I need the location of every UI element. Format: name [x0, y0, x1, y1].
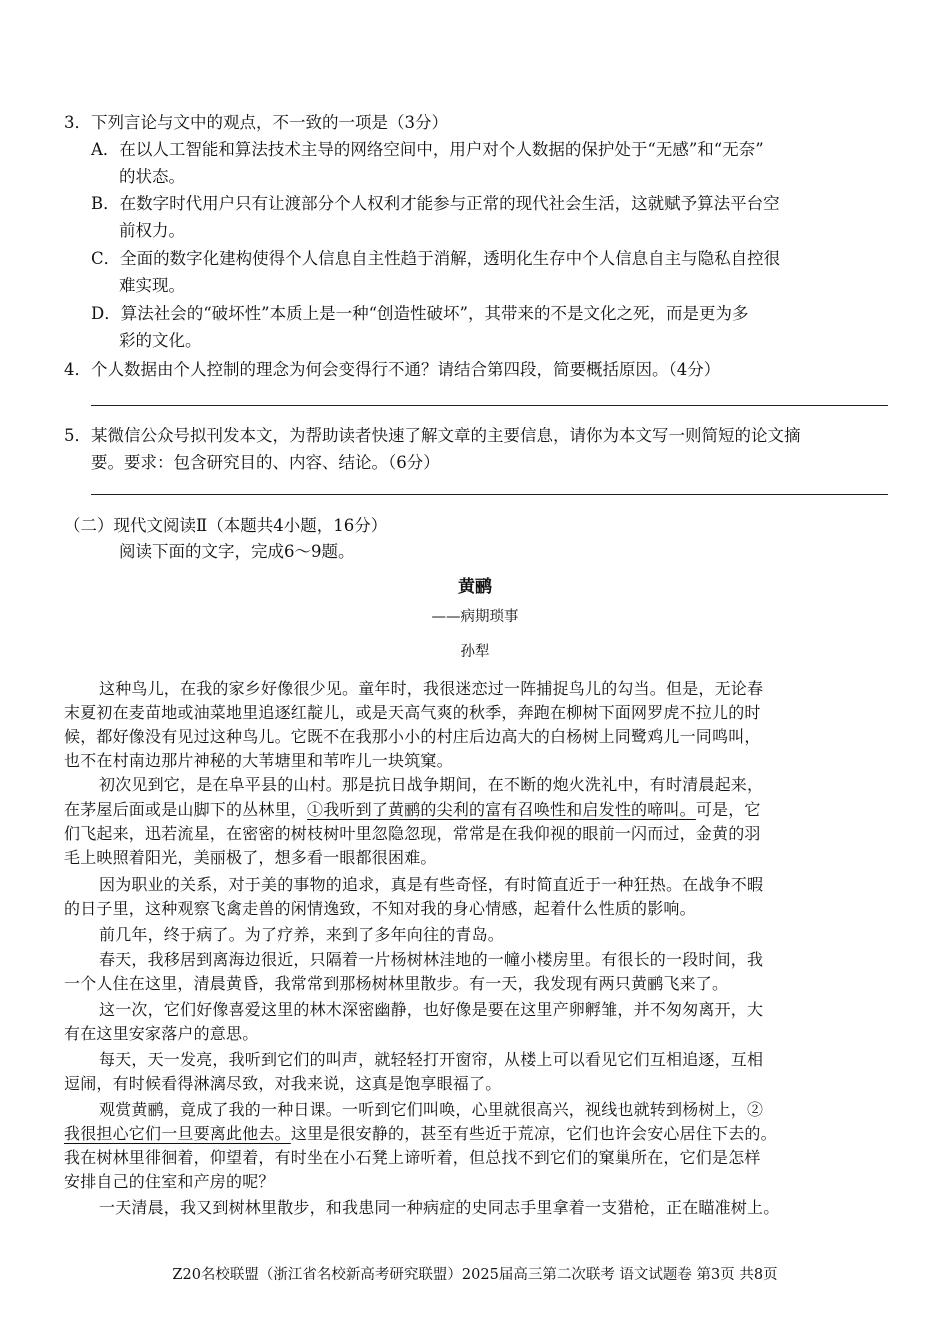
section2-heading: （二）现代文阅读Ⅱ（本题共4小题，16分）: [64, 516, 388, 535]
paragraph-line: 一个人住在这里，清晨黄昏，我常常到那杨树林里散步。有一天，我发现有两只黄鹂飞来了。: [64, 974, 729, 993]
underlined-sentence-1: ①我听到了黄鹂的尖利的富有召唤性和启发性的啼叫。: [307, 800, 696, 819]
q5-stem-line2: 要。要求：包含研究目的、内容、结论。（6分）: [91, 453, 440, 472]
paragraph-line: 观赏黄鹂，竟成了我的一种日课。一听到它们叫唤，心里就很高兴，视线也就转到杨树上，②: [99, 1100, 764, 1119]
q3-option-c-line1: C．全面的数字化建构使得个人信息自主性趋于消解，透明化生存中个人信息自主与隐私自控很: [91, 249, 781, 268]
paragraph-line-segment: 这里是很安静的，甚至有些近于荒凉，它们也许会安心居住下去的。: [290, 1124, 777, 1143]
q3-option-b-line2: 前权力。: [119, 221, 185, 240]
paragraph-line: 因为职业的关系，对于美的事物的追求，真是有些奇怪，有时简直近于一种狂热。在战争不暇: [99, 875, 764, 894]
q5-answer-line[interactable]: [91, 494, 888, 495]
q3-option-d-line1: D．算法社会的“破坏性”本质上是一种“创造性破坏”，其带来的不是文化之死，而是更为多: [91, 304, 749, 323]
paragraph-line: 安排自己的住室和产房的呢？: [64, 1172, 275, 1191]
paragraph-line: 初次见到它，是在阜平县的山村。那是抗日战争期间，在不断的炮火洗礼中，有时清晨起来，: [99, 775, 764, 794]
paragraph-line-with-underline: [64, 1121, 777, 1144]
paragraph-line: 毛上映照着阳光，美丽极了，想多看一眼都很困难。: [64, 848, 437, 867]
paragraph-line: 这一次，它们好像喜爱这里的林木深密幽静，也好像是要在这里产卵孵雏，并不匆匆离开，大: [99, 1000, 764, 1019]
q3-option-b-line1: B．在数字时代用户只有让渡部分个人权利才能参与正常的现代社会生活，这就赋予算法平台空: [91, 194, 780, 213]
q3-stem: 3．下列言论与文中的观点，不一致的一项是（3分）: [64, 113, 448, 132]
paragraph-line-with-underline: [64, 797, 761, 820]
q3-option-d-line2: 彩的文化。: [119, 331, 202, 350]
q4-answer-line[interactable]: [91, 405, 888, 406]
paragraph-line: 这种鸟儿，在我的家乡好像很少见。童年时，我很迷恋过一阵捕捉鸟儿的勾当。但是，无论春: [99, 679, 764, 698]
paragraph-line-segment: 在茅屋后面或是山脚下的丛林里，: [64, 800, 308, 819]
paragraph-line: 也不在村南边那片神秘的大苇塘里和苇咋儿一块筑窠。: [64, 751, 453, 770]
paragraph-line-segment: 可是，它: [695, 800, 761, 819]
q5-stem-line1: 5．某微信公众号拟刊发本文，为帮助读者快速了解文章的主要信息，请你为本文写一则简短的论文摘: [64, 426, 801, 445]
q3-option-a-line1: A．在以人工智能和算法技术主导的网络空间中，用户对个人数据的保护处于“无感”和“无奈”: [91, 140, 764, 159]
q3-option-c-line2: 难实现。: [119, 276, 185, 295]
page-footer: Z20名校联盟（浙江省名校新高考研究联盟）2025届高三第二次联考 语文试题卷 第3页 共8页: [172, 1267, 778, 1283]
section2-instruction: 阅读下面的文字，完成6～9题。: [119, 542, 355, 561]
article-author: 孙犁: [460, 644, 490, 660]
paragraph-line: 末夏初在麦苗地或油菜地里追逐红靛儿，或是天高气爽的秋季，奔跑在柳树下面网罗虎不拉儿的时: [64, 703, 761, 722]
paragraph-line: 候，都好像没有见过这种鸟儿。它既不在我那小小的村庄后边高大的白杨树上同鹭鸡儿一同鸣叫，: [64, 727, 761, 746]
paragraph-line: 们飞起来，迅若流星，在密密的树枝树叶里忽隐忽现，常常是在我仰视的眼前一闪而过，金黄的羽: [64, 824, 761, 843]
paragraph-line: 前几年，终于病了。为了疗养，来到了多年向往的青岛。: [99, 925, 505, 944]
paragraph-line: 我在树林里徘徊着，仰望着，有时坐在小石凳上谛听着，但总找不到它们的窠巢所在，它们是怎样: [64, 1148, 761, 1167]
paragraph-line: 有在这里安家落户的意思。: [64, 1024, 259, 1043]
paragraph-line: 的日子里，这种观察飞禽走兽的闲情逸致，不知对我的身心情感，起着什么性质的影响。: [64, 899, 696, 918]
underlined-sentence-2: 我很担心它们一旦要离此他去。: [64, 1124, 291, 1143]
article-title: 黄鹂: [458, 577, 492, 597]
q4-stem: 4．个人数据由个人控制的理念为何会变得行不通？请结合第四段，简要概括原因。（4分）: [64, 360, 721, 379]
paragraph-line: 一天清晨，我又到树林里散步，和我患同一种病症的史同志手里拿着一支猎枪，正在瞄准树上。: [99, 1198, 780, 1217]
paragraph-line: 每天，天一发亮，我听到它们的叫声，就轻轻打开窗帘，从楼上可以看见它们互相追逐，互相: [99, 1050, 764, 1069]
q3-option-a-line2: 的状态。: [119, 167, 185, 186]
paragraph-line: 逗闹，有时候看得淋漓尽致，对我来说，这真是饱享眼福了。: [64, 1074, 502, 1093]
article-subtitle: ——病期琐事: [431, 609, 519, 625]
paragraph-line: 春天，我移居到离海边很近，只隔着一片杨树林洼地的一幢小楼房里。有很长的一段时间，我: [99, 950, 764, 969]
